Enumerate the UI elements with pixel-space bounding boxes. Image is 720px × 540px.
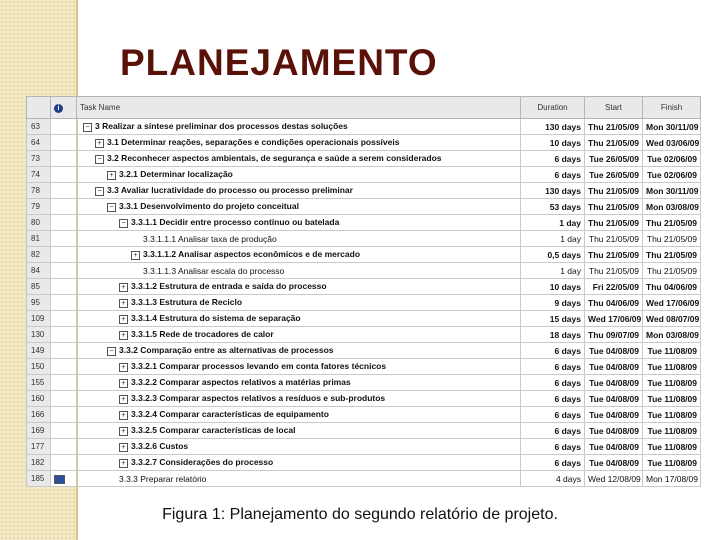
task-table xyxy=(26,96,701,487)
expand-toggle-icon[interactable]: + xyxy=(119,315,128,324)
task-name-cell[interactable] xyxy=(77,439,521,455)
task-duration[interactable]: 1 day xyxy=(521,263,585,279)
row-id[interactable]: 177 xyxy=(27,439,51,455)
task-name: 3.3.1 Desenvolvimento do projeto conceitual xyxy=(119,201,299,212)
task-name: 3.3.2.2 Comparar aspectos relativos a matérias primas xyxy=(131,377,351,388)
task-name-cell[interactable] xyxy=(77,391,521,407)
task-finish[interactable]: Thu 21/05/09 xyxy=(643,215,701,231)
task-finish[interactable]: Mon 03/08/09 xyxy=(643,199,701,215)
row-id[interactable]: 85 xyxy=(27,279,51,295)
task-name-cell[interactable] xyxy=(77,311,521,327)
task-duration[interactable]: 6 days xyxy=(521,391,585,407)
task-finish[interactable]: Thu 04/06/09 xyxy=(643,279,701,295)
expand-toggle-icon[interactable]: + xyxy=(95,139,104,148)
expand-toggle-icon[interactable]: + xyxy=(119,363,128,372)
task-duration[interactable]: 6 days xyxy=(521,359,585,375)
row-indicator xyxy=(51,391,77,407)
collapse-toggle-icon[interactable]: − xyxy=(107,203,116,212)
header-start[interactable]: Start xyxy=(585,97,643,119)
table-header-row xyxy=(27,97,701,119)
row-id[interactable]: 63 xyxy=(27,119,51,135)
task-finish[interactable]: Tue 02/06/09 xyxy=(643,151,701,167)
task-name: 3.3.1.4 Estrutura do sistema de separação xyxy=(131,313,301,324)
task-start[interactable]: Thu 21/05/09 xyxy=(585,215,643,231)
task-start[interactable]: Thu 21/05/09 xyxy=(585,263,643,279)
task-duration[interactable]: 10 days xyxy=(521,279,585,295)
task-finish[interactable]: Tue 11/08/09 xyxy=(643,407,701,423)
task-start[interactable]: Thu 21/05/09 xyxy=(585,119,643,135)
expand-toggle-icon[interactable]: + xyxy=(131,251,140,260)
task-finish[interactable]: Tue 11/08/09 xyxy=(643,423,701,439)
row-id[interactable]: 95 xyxy=(27,295,51,311)
task-duration[interactable]: 0,5 days xyxy=(521,247,585,263)
task-name-cell[interactable] xyxy=(77,279,521,295)
task-finish[interactable]: Wed 08/07/09 xyxy=(643,311,701,327)
task-start[interactable]: Tue 26/05/09 xyxy=(585,151,643,167)
task-finish[interactable]: Mon 30/11/09 xyxy=(643,119,701,135)
task-name: 3.3.1.1.3 Analisar escala do processo xyxy=(143,265,285,276)
row-id[interactable]: 64 xyxy=(27,135,51,151)
table-row[interactable] xyxy=(27,215,701,231)
row-indicator xyxy=(51,455,77,471)
table-row[interactable] xyxy=(27,231,701,247)
row-indicator xyxy=(51,423,77,439)
task-name-cell[interactable] xyxy=(77,199,521,215)
expand-toggle-icon[interactable]: + xyxy=(119,411,128,420)
task-finish[interactable]: Mon 30/11/09 xyxy=(643,183,701,199)
table-row[interactable] xyxy=(27,183,701,199)
row-id[interactable]: 185 xyxy=(27,471,51,487)
header-id xyxy=(27,97,51,119)
task-name-cell[interactable] xyxy=(77,119,521,135)
task-duration[interactable]: 1 day xyxy=(521,231,585,247)
row-indicator xyxy=(51,279,77,295)
task-start[interactable]: Tue 04/08/09 xyxy=(585,455,643,471)
task-finish[interactable]: Tue 11/08/09 xyxy=(643,375,701,391)
task-name-cell[interactable] xyxy=(77,407,521,423)
row-id[interactable]: 160 xyxy=(27,391,51,407)
task-duration[interactable]: 9 days xyxy=(521,295,585,311)
row-id[interactable]: 169 xyxy=(27,423,51,439)
slide-title: PLANEJAMENTO xyxy=(120,42,438,83)
expand-toggle-icon[interactable]: + xyxy=(119,443,128,452)
table-row[interactable] xyxy=(27,343,701,359)
task-name: 3.3.1.1.1 Analisar taxa de produção xyxy=(143,233,277,244)
expand-toggle-icon[interactable]: + xyxy=(119,283,128,292)
table-row[interactable] xyxy=(27,135,701,151)
task-name-cell[interactable] xyxy=(77,263,521,279)
task-name: 3.3.1.3 Estrutura de Reciclo xyxy=(131,297,243,308)
row-id[interactable]: 74 xyxy=(27,167,51,183)
table-row[interactable] xyxy=(27,199,701,215)
task-finish[interactable]: Thu 21/05/09 xyxy=(643,263,701,279)
row-id[interactable]: 150 xyxy=(27,359,51,375)
row-indicator xyxy=(51,215,77,231)
collapse-toggle-icon[interactable]: − xyxy=(107,347,116,356)
task-finish[interactable]: Tue 11/08/09 xyxy=(643,391,701,407)
task-name-cell[interactable] xyxy=(77,455,521,471)
expand-toggle-icon[interactable]: + xyxy=(119,395,128,404)
task-name: 3.3.1.2 Estrutura de entrada e saída do processo xyxy=(131,281,327,292)
task-name-cell[interactable] xyxy=(77,167,521,183)
row-id[interactable]: 73 xyxy=(27,151,51,167)
expand-toggle-icon[interactable]: + xyxy=(119,379,128,388)
table-row[interactable] xyxy=(27,327,701,343)
row-indicator xyxy=(51,151,77,167)
task-name-cell[interactable] xyxy=(77,471,521,487)
table-row[interactable] xyxy=(27,311,701,327)
row-indicator xyxy=(51,119,77,135)
task-duration[interactable]: 6 days xyxy=(521,167,585,183)
task-duration[interactable]: 130 days xyxy=(521,119,585,135)
task-duration[interactable]: 130 days xyxy=(521,183,585,199)
table-row[interactable] xyxy=(27,471,701,487)
task-finish[interactable]: Wed 17/06/09 xyxy=(643,295,701,311)
row-indicator xyxy=(51,167,77,183)
task-name: 3.3.1.5 Rede de trocadores de calor xyxy=(131,329,274,340)
task-duration[interactable]: 6 days xyxy=(521,455,585,471)
task-start[interactable]: Tue 04/08/09 xyxy=(585,423,643,439)
task-start[interactable]: Tue 26/05/09 xyxy=(585,167,643,183)
row-indicator xyxy=(51,327,77,343)
task-finish[interactable]: Mon 17/08/09 xyxy=(643,471,701,487)
task-start[interactable]: Thu 09/07/09 xyxy=(585,327,643,343)
task-duration[interactable]: 1 day xyxy=(521,215,585,231)
header-finish[interactable]: Finish xyxy=(643,97,701,119)
task-finish[interactable]: Tue 11/08/09 xyxy=(643,343,701,359)
task-start[interactable]: Tue 04/08/09 xyxy=(585,359,643,375)
row-indicator xyxy=(51,183,77,199)
row-indicator xyxy=(51,407,77,423)
task-finish[interactable]: Wed 03/06/09 xyxy=(643,135,701,151)
task-name-cell[interactable] xyxy=(77,295,521,311)
task-duration[interactable]: 6 days xyxy=(521,343,585,359)
row-id[interactable]: 155 xyxy=(27,375,51,391)
task-finish[interactable]: Thu 21/05/09 xyxy=(643,231,701,247)
task-name: 3.2 Reconhecer aspectos ambientais, de segurança e saúde a serem considerados xyxy=(107,153,442,164)
task-name-cell[interactable] xyxy=(77,375,521,391)
task-duration[interactable]: 4 days xyxy=(521,471,585,487)
task-start[interactable]: Tue 04/08/09 xyxy=(585,407,643,423)
task-name: 3.3.3 Preparar relatório xyxy=(119,473,207,484)
task-finish[interactable]: Mon 03/08/09 xyxy=(643,327,701,343)
table-row[interactable] xyxy=(27,119,701,135)
table-row[interactable] xyxy=(27,439,701,455)
task-name: 3.3.2.7 Considerações do processo xyxy=(131,457,274,468)
task-duration[interactable]: 6 days xyxy=(521,151,585,167)
table-row[interactable] xyxy=(27,167,701,183)
row-indicator xyxy=(51,343,77,359)
task-start[interactable]: Tue 04/08/09 xyxy=(585,391,643,407)
info-icon: i xyxy=(54,104,63,113)
task-finish[interactable]: Thu 21/05/09 xyxy=(643,247,701,263)
task-name: 3.3.2.6 Custos xyxy=(131,441,189,452)
row-id[interactable]: 149 xyxy=(27,343,51,359)
task-duration[interactable]: 6 days xyxy=(521,423,585,439)
row-indicator xyxy=(51,263,77,279)
task-start[interactable]: Tue 04/08/09 xyxy=(585,343,643,359)
table-row[interactable] xyxy=(27,407,701,423)
task-name-cell[interactable] xyxy=(77,215,521,231)
task-name: 3.3.1.1 Decidir entre processo contínuo ou batelada xyxy=(131,217,340,228)
table-row[interactable] xyxy=(27,263,701,279)
task-start[interactable]: Thu 21/05/09 xyxy=(585,199,643,215)
row-indicator xyxy=(51,359,77,375)
task-start[interactable]: Wed 17/06/09 xyxy=(585,311,643,327)
task-name: 3.3.1.1.2 Analisar aspectos econômicos e de mercado xyxy=(143,249,361,260)
task-duration[interactable]: 53 days xyxy=(521,199,585,215)
task-duration[interactable]: 15 days xyxy=(521,311,585,327)
task-name-cell[interactable] xyxy=(77,183,521,199)
note-icon[interactable] xyxy=(54,475,65,484)
row-indicator xyxy=(51,471,77,487)
table-row[interactable] xyxy=(27,391,701,407)
table-row[interactable] xyxy=(27,279,701,295)
task-name-cell[interactable] xyxy=(77,247,521,263)
row-indicator xyxy=(51,231,77,247)
task-name-cell[interactable] xyxy=(77,231,521,247)
expand-toggle-icon[interactable]: + xyxy=(119,299,128,308)
task-start[interactable]: Tue 04/08/09 xyxy=(585,439,643,455)
row-indicator xyxy=(51,295,77,311)
header-indicators[interactable] xyxy=(51,97,77,119)
table-row[interactable] xyxy=(27,455,701,471)
table-row[interactable] xyxy=(27,423,701,439)
table-row[interactable] xyxy=(27,247,701,263)
task-name-cell[interactable] xyxy=(77,151,521,167)
row-id[interactable]: 81 xyxy=(27,231,51,247)
row-id[interactable]: 79 xyxy=(27,199,51,215)
row-indicator xyxy=(51,247,77,263)
row-indicator xyxy=(51,439,77,455)
task-name: 3.1 Determinar reações, separações e condições operacionais possíveis xyxy=(107,137,400,148)
row-indicator xyxy=(51,375,77,391)
collapse-toggle-icon[interactable]: − xyxy=(119,219,128,228)
row-indicator xyxy=(51,311,77,327)
row-id[interactable]: 109 xyxy=(27,311,51,327)
task-start[interactable]: Thu 21/05/09 xyxy=(585,231,643,247)
task-duration[interactable]: 6 days xyxy=(521,407,585,423)
task-finish[interactable]: Tue 02/06/09 xyxy=(643,167,701,183)
task-name: 3.3.2.3 Comparar aspectos relativos a resíduos e sub-produtos xyxy=(131,393,386,404)
task-name-cell[interactable] xyxy=(77,343,521,359)
expand-toggle-icon[interactable]: + xyxy=(119,427,128,436)
expand-toggle-icon[interactable]: + xyxy=(107,171,116,180)
task-start[interactable]: Thu 21/05/09 xyxy=(585,183,643,199)
table-row[interactable] xyxy=(27,295,701,311)
task-finish[interactable]: Tue 11/08/09 xyxy=(643,455,701,471)
task-duration[interactable]: 10 days xyxy=(521,135,585,151)
task-start[interactable]: Thu 04/06/09 xyxy=(585,295,643,311)
task-name: 3.3.2.4 Comparar características de equipamento xyxy=(131,409,329,420)
table-row[interactable] xyxy=(27,375,701,391)
row-id[interactable]: 182 xyxy=(27,455,51,471)
task-start[interactable]: Thu 21/05/09 xyxy=(585,135,643,151)
collapse-toggle-icon[interactable]: − xyxy=(95,187,104,196)
task-sheet xyxy=(26,96,700,490)
row-id[interactable]: 82 xyxy=(27,247,51,263)
task-name-cell[interactable] xyxy=(77,135,521,151)
task-finish[interactable]: Tue 11/08/09 xyxy=(643,439,701,455)
collapse-toggle-icon[interactable]: − xyxy=(95,155,104,164)
table-row[interactable] xyxy=(27,151,701,167)
task-name-cell[interactable] xyxy=(77,359,521,375)
row-id[interactable]: 78 xyxy=(27,183,51,199)
row-id[interactable]: 84 xyxy=(27,263,51,279)
task-start[interactable]: Fri 22/05/09 xyxy=(585,279,643,295)
task-name-cell[interactable] xyxy=(77,423,521,439)
task-duration[interactable]: 6 days xyxy=(521,375,585,391)
table-row[interactable] xyxy=(27,359,701,375)
task-finish[interactable]: Tue 11/08/09 xyxy=(643,359,701,375)
task-name: 3.2.1 Determinar localização xyxy=(119,169,233,180)
row-indicator xyxy=(51,135,77,151)
task-name: 3.3.2.5 Comparar características de local xyxy=(131,425,296,436)
figure-caption: Figura 1: Planejamento do segundo relatório de projeto. xyxy=(162,506,558,523)
task-start[interactable]: Tue 04/08/09 xyxy=(585,375,643,391)
row-indicator xyxy=(51,199,77,215)
header-task-name[interactable]: Task Name xyxy=(77,97,521,119)
row-id[interactable]: 130 xyxy=(27,327,51,343)
expand-toggle-icon[interactable]: + xyxy=(119,459,128,468)
header-duration[interactable]: Duration xyxy=(521,97,585,119)
task-name-cell[interactable] xyxy=(77,327,521,343)
collapse-toggle-icon[interactable]: − xyxy=(83,123,92,132)
task-name: 3.3.2 Comparação entre as alternativas de processos xyxy=(119,345,334,356)
task-name: 3 Realizar a síntese preliminar dos processos destas soluções xyxy=(95,121,348,132)
task-name: 3.3.2.1 Comparar processos levando em conta fatores técnicos xyxy=(131,361,387,372)
task-start[interactable]: Thu 21/05/09 xyxy=(585,247,643,263)
task-duration[interactable]: 6 days xyxy=(521,439,585,455)
task-name: 3.3 Avaliar lucratividade do processo ou processo preliminar xyxy=(107,185,353,196)
task-duration[interactable]: 18 days xyxy=(521,327,585,343)
row-id[interactable]: 80 xyxy=(27,215,51,231)
expand-toggle-icon[interactable]: + xyxy=(119,331,128,340)
task-start[interactable]: Wed 12/08/09 xyxy=(585,471,643,487)
row-id[interactable]: 166 xyxy=(27,407,51,423)
